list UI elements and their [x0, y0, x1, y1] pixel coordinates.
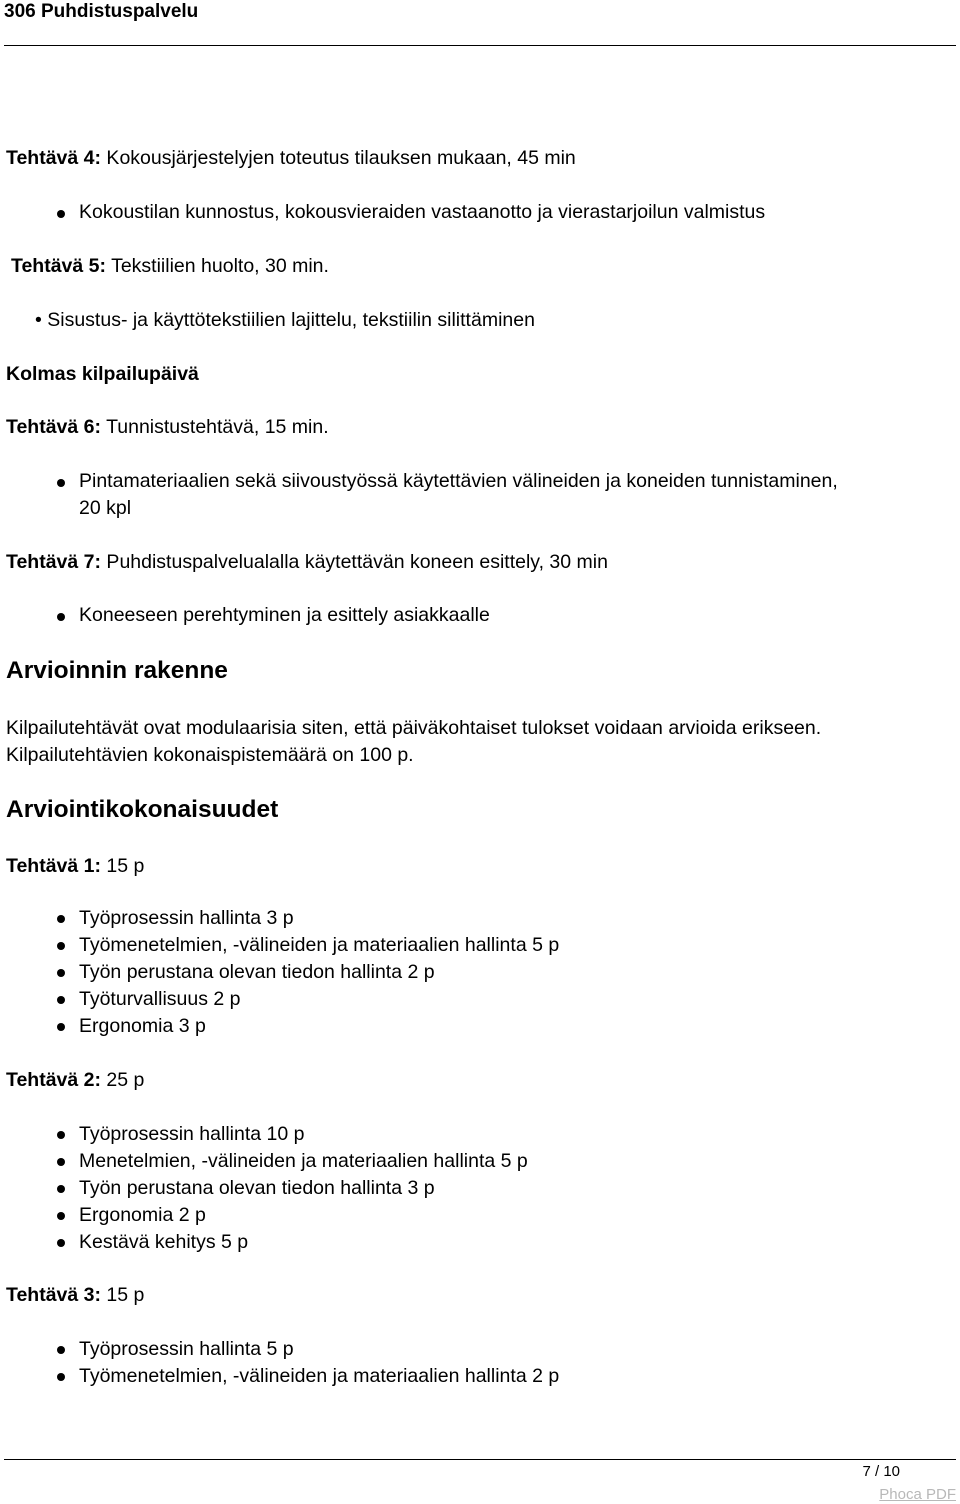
- footer-divider: [4, 1459, 956, 1460]
- assessment-task-3-points: 15 p: [101, 1284, 145, 1306]
- assessment-task-3-label: Tehtävä 3:: [6, 1284, 102, 1306]
- assessment-task-3: [6, 1282, 144, 1308]
- bullet-dot: [57, 1185, 65, 1193]
- day-3-heading: Kolmas kilpailupäivä: [6, 363, 199, 385]
- bullet-dot: [57, 1373, 65, 1381]
- bullet-dot: [57, 613, 65, 621]
- list-item: Työmenetelmien, -välineiden ja materiaalien hallinta 5 p: [79, 934, 560, 956]
- bullet-dot: [57, 1023, 65, 1031]
- assessment-task-2: [6, 1067, 144, 1093]
- assessment-task-2-label: Tehtävä 2:: [6, 1069, 102, 1091]
- list-item: Kestävä kehitys 5 p: [79, 1231, 249, 1253]
- bullet-dot: [57, 915, 65, 923]
- list-item: Työturvallisuus 2 p: [79, 988, 241, 1010]
- bullet-dot: [57, 1131, 65, 1139]
- bullet-dot: [57, 942, 65, 950]
- bullet-dot: [57, 1239, 65, 1247]
- assessment-task-1-label: Tehtävä 1:: [6, 855, 102, 877]
- bullet-dot: [57, 996, 65, 1004]
- structure-heading: Arvioinnin rakenne: [6, 657, 228, 684]
- task-4-heading: [6, 145, 576, 171]
- list-item: Työprosessin hallinta 3 p: [79, 907, 294, 929]
- bullet-dot: [57, 210, 65, 218]
- bullet-dot: [57, 479, 65, 487]
- list-item: Ergonomia 3 p: [79, 1015, 206, 1037]
- list-item: Työprosessin hallinta 5 p: [79, 1338, 294, 1360]
- task-6-heading: [6, 414, 329, 440]
- assessment-task-1: [6, 853, 144, 879]
- task-7-heading: [6, 549, 608, 575]
- task-6-text: Tunnistustehtävä, 15 min.: [101, 416, 329, 438]
- assessment-heading: Arviointikokonaisuudet: [6, 796, 279, 823]
- list-item: Työn perustana olevan tiedon hallinta 2 p: [79, 961, 435, 983]
- structure-paragraph-line-2: Kilpailutehtävien kokonaispistemäärä on 100 p.: [6, 744, 414, 766]
- list-item: Menetelmien, -välineiden ja materiaalien hallinta 5 p: [79, 1150, 528, 1172]
- assessment-task-1-points: 15 p: [101, 855, 145, 877]
- task-5-bullet: • Sisustus- ja käyttötekstiilien lajittelu, tekstiilin silittäminen: [35, 309, 535, 331]
- task-7-text: Puhdistuspalvelualalla käytettävän koneen esittely, 30 min: [101, 551, 608, 573]
- page-number: 7 / 10: [862, 1463, 900, 1480]
- bullet-dot: [57, 1212, 65, 1220]
- list-item: Työn perustana olevan tiedon hallinta 3 p: [79, 1177, 435, 1199]
- task-4-text: Kokousjärjestelyjen toteutus tilauksen mukaan, 45 min: [101, 147, 576, 169]
- task-5-heading: [11, 253, 329, 279]
- assessment-task-2-points: 25 p: [101, 1069, 145, 1091]
- task-4-label: Tehtävä 4:: [6, 147, 102, 169]
- bullet-dot: [57, 969, 65, 977]
- header-divider: [4, 45, 956, 46]
- list-item: Työmenetelmien, -välineiden ja materiaalien hallinta 2 p: [79, 1365, 560, 1387]
- structure-paragraph-line-1: Kilpailutehtävät ovat modulaarisia siten, että päiväkohtaiset tulokset voidaan arvioida erikseen.: [6, 717, 822, 739]
- list-item: Ergonomia 2 p: [79, 1204, 206, 1226]
- bullet-dot: [57, 1158, 65, 1166]
- page-header-title: 306 Puhdistuspalvelu: [4, 1, 199, 22]
- task-7-label: Tehtävä 7:: [6, 551, 102, 573]
- task-5-text: Tekstiilien huolto, 30 min.: [106, 255, 329, 277]
- task-6-label: Tehtävä 6:: [6, 416, 102, 438]
- bullet-dot: [57, 1346, 65, 1354]
- task-7-bullet: Koneeseen perehtyminen ja esittely asiakkaalle: [79, 604, 490, 626]
- list-item: Työprosessin hallinta 10 p: [79, 1123, 305, 1145]
- task-6-bullet-line-2: 20 kpl: [79, 497, 132, 519]
- task-6-bullet-line-1: Pintamateriaalien sekä siivoustyössä käytettävien välineiden ja koneiden tunnistaminen,: [79, 470, 838, 492]
- task-4-bullet: Kokoustilan kunnostus, kokousvieraiden vastaanotto ja vierastarjoilun valmistus: [79, 201, 766, 223]
- task-5-label: Tehtävä 5:: [11, 255, 107, 277]
- phoca-pdf-link[interactable]: Phoca PDF: [879, 1486, 956, 1503]
